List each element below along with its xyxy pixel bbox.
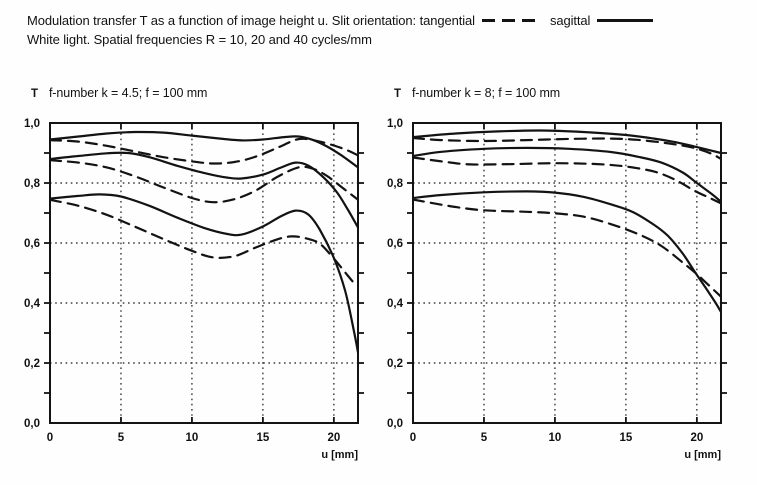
curve-r40-tangential [50,200,355,285]
mtf-chart-left [0,105,380,483]
x-axis-label: u [mm] [321,449,358,461]
y-tick-label: 1,0 [387,118,403,130]
y-tick-label: 0,2 [387,358,403,370]
legend-sagittal-label: sagittal [549,13,591,28]
y-tick-label: 1,0 [24,118,40,130]
curve-r20-sagittal [50,153,358,228]
caption-line1-text: Modulation transfer T as a function of image height u. Slit orientation: tangential [27,13,475,28]
x-tick-label: 5 [117,432,125,444]
y-tick-label: 0,0 [24,418,40,430]
caption-line2: White light. Spatial frequencies R = 10, 20 and 40 cycles/mm [27,31,372,47]
y-tick-label: 0,8 [24,178,40,190]
y-tick-label: 0,8 [387,178,403,190]
y-axis-symbol-left: T [31,88,38,100]
x-tick-label: 20 [327,432,341,444]
curve-r40-tangential [413,200,721,297]
x-tick-label: 0 [46,432,54,444]
y-tick-label: 0,6 [387,238,403,250]
curve-r10-tangential [50,139,358,164]
sagittal-solid-line-sample [597,19,653,22]
x-tick-label: 10 [548,432,562,444]
x-tick-label: 5 [480,432,488,444]
mtf-chart-right [363,105,743,483]
x-tick-label: 15 [256,432,270,444]
y-tick-label: 0,6 [24,238,40,250]
curves-group [50,132,358,353]
x-axis-label: u [mm] [684,449,721,461]
curve-r20-tangential [413,158,721,204]
y-axis-symbol-right: T [394,88,401,100]
y-tick-label: 0,2 [24,358,40,370]
x-tick-label: 15 [619,432,633,444]
curve-r40-sagittal [50,194,358,352]
curves-group [413,130,721,312]
y-tick-label: 0,4 [387,298,403,310]
chart-title-right [394,86,560,100]
y-tick-label: 0,0 [387,418,403,430]
caption [27,12,743,49]
chart-title-right-text: f-number k = 8; f = 100 mm [411,86,561,100]
y-tick-label: 0,4 [24,298,40,310]
x-tick-label: 0 [409,432,417,444]
curve-r40-sagittal [413,191,721,312]
caption-line1 [27,12,743,31]
chart-title-left-text: f-number k = 4.5; f = 100 mm [48,86,208,100]
tangential-dashed-line-sample [482,19,542,22]
x-tick-label: 20 [690,432,704,444]
chart-title-left [31,86,207,100]
x-tick-label: 10 [185,432,199,444]
curve-r10-sagittal [50,132,358,167]
